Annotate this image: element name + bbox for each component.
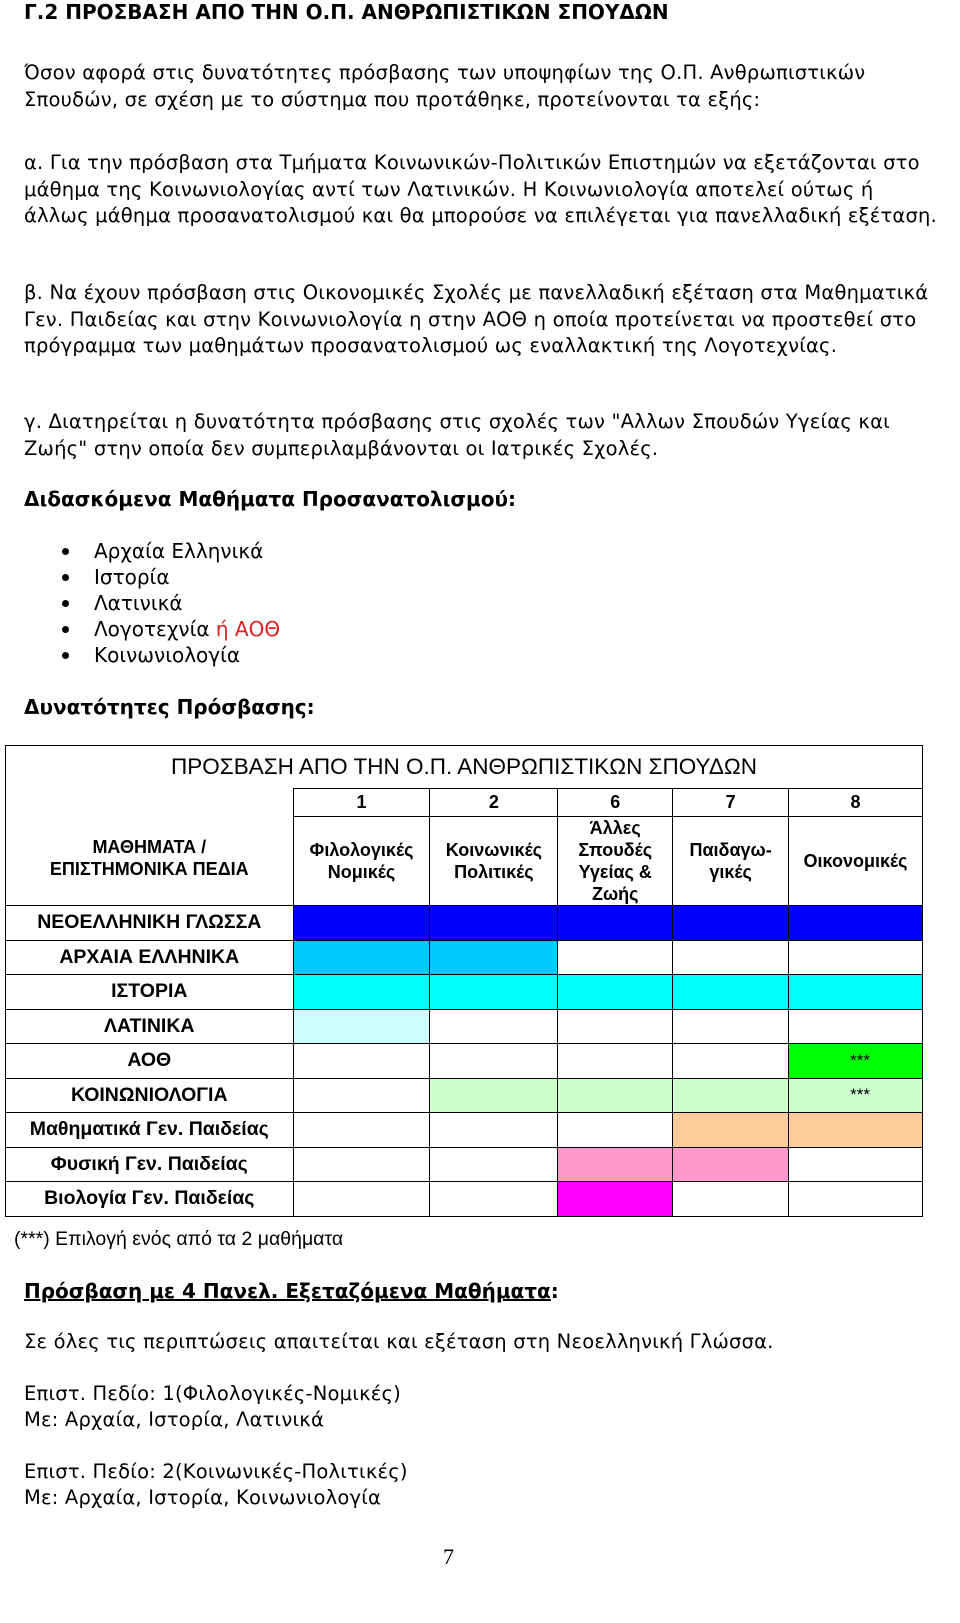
table-row [6,906,923,941]
access-cell [430,1113,558,1148]
access-cell [789,940,923,975]
bullet-icon [62,600,69,607]
access-cell [293,1009,430,1044]
bullet-icon [62,548,69,555]
table-title: ΠΡΟΣΒΑΣΗ ΑΠΟ ΤΗΝ Ο.Π. ΑΝΘΡΩΠΙΣΤΙΚΩΝ ΣΠΟΥΔΩΝ [6,746,923,789]
bullet-icon [62,626,69,633]
access-cell [558,1147,673,1182]
access-cell [558,940,673,975]
bullet-icon [62,652,69,659]
column-header-pedagogy: Παιδαγω- γικές [673,817,789,906]
table-row [6,1009,923,1044]
access-subheading: Δυνατότητες Πρόσβασης: [24,695,315,719]
access-cell [293,906,430,941]
list-item: Λατινικά [62,590,280,616]
access-cell [558,906,673,941]
row-label: ΑΡΧΑΙΑ ΕΛΛΗΝΙΚΑ [6,940,294,975]
column-number: 8 [789,789,923,817]
access-cell [673,1113,789,1148]
access-cell [789,975,923,1010]
table-footnote: (***) Επιλογή ενός από τα 2 μαθήματα [14,1228,344,1250]
row-label: Φυσική Γεν. Παιδείας [6,1147,294,1182]
list-item: Ιστορία [62,564,280,590]
access-cell [558,1044,673,1079]
access-cell [293,940,430,975]
access-cell: *** [789,1044,923,1079]
access-cell [430,940,558,975]
access-cell [673,1182,789,1217]
column-header-social-political: Κοινωνικές Πολιτικές [430,817,558,906]
table-row [6,1044,923,1079]
access-table [5,745,923,1217]
intro-paragraph: Όσον αφορά στις δυνατότητες πρόσβασης των υποψηφίων της Ο.Π. Ανθρωπιστικών Σπουδών, σε σχέση με το σύστημα που προτάθηκε, προτείνονται τα εξής: [24,61,866,111]
column-number: 1 [293,789,430,817]
table-body [6,906,923,1217]
courses-subheading: Διδασκόμενα Μαθήματα Προσανατολισμού: [24,487,516,511]
list-item: Κοινωνιολογία [62,642,280,668]
access-cell [430,1044,558,1079]
field2-title: Επιστ. Πεδίο: 2(Κοινωνικές-Πολιτικές) [24,1460,408,1483]
access-cell [430,1182,558,1217]
access-cell [293,1078,430,1113]
access-cell: *** [789,1078,923,1113]
access-cell [789,1113,923,1148]
access-cell [789,1182,923,1217]
table-corner-cell: ΜΑΘΗΜΑΤΑ / ΕΠΙΣΤΗΜΟΝΙΚΑ ΠΕΔΙΑ [6,789,294,906]
all-cases-note: Σε όλες τις περιπτώσεις απαιτείται και εξέταση στη Νεοελληνική Γλώσσα. [24,1330,774,1353]
column-header-economics: Οικονομικές [789,817,923,906]
table-row [6,1147,923,1182]
four-courses-subheading: Πρόσβαση με 4 Πανελ. Εξεταζόμενα Μαθήματα: [24,1279,559,1303]
access-cell [789,906,923,941]
access-cell [293,1147,430,1182]
row-label: Βιολογία Γεν. Παιδείας [6,1182,294,1217]
access-cell [430,1078,558,1113]
access-cell [558,975,673,1010]
access-cell [673,940,789,975]
access-cell [673,1078,789,1113]
row-label: ΑΟΘ [6,1044,294,1079]
access-cell [673,1009,789,1044]
row-label: ΚΟΙΝΩΝΙΟΛΟΓΙΑ [6,1078,294,1113]
paragraph-c: γ. Διατηρείται η δυνατότητα πρόσβασης στις σχολές των "Αλλων Σπουδών Υγείας και Ζωής" στην οποία δεν συμπεριλαμβάνονται οι Ιατρικές Σχολές. [24,410,890,460]
access-cell [673,906,789,941]
row-label: Μαθηματικά Γεν. Παιδείας [6,1113,294,1148]
access-cell [293,1113,430,1148]
bullet-icon [62,574,69,581]
courses-list [62,538,280,668]
field1-title: Επιστ. Πεδίο: 1(Φιλολογικές-Νομικές) [24,1382,401,1405]
access-cell [789,1009,923,1044]
column-header-health-life: Άλλες Σπουδές Υγείας & Ζωής [558,817,673,906]
table-row [6,975,923,1010]
access-cell [673,975,789,1010]
row-label: ΙΣΤΟΡΙΑ [6,975,294,1010]
access-cell [558,1182,673,1217]
column-number: 6 [558,789,673,817]
access-cell [673,1147,789,1182]
list-item: Λογοτεχνία ή ΑΟΘ [62,616,280,642]
column-header-philology-law: Φιλολογικές Νομικές [293,817,430,906]
access-cell [558,1078,673,1113]
column-number: 2 [430,789,558,817]
field1-courses: Με: Αρχαία, Ιστορία, Λατινικά [24,1408,324,1431]
field2-courses: Με: Αρχαία, Ιστορία, Κοινωνιολογία [24,1486,382,1509]
access-cell [558,1009,673,1044]
row-label: ΝΕΟΕΛΛΗΝΙΚΗ ΓΛΩΣΣΑ [6,906,294,941]
access-cell [558,1113,673,1148]
table-row [6,1078,923,1113]
list-item: Αρχαία Ελληνικά [62,538,280,564]
access-cell [673,1044,789,1079]
access-cell [430,1147,558,1182]
paragraph-b: β. Να έχουν πρόσβαση στις Οικονομικές Σχολές με πανελλαδική εξέταση στα Μαθηματικά Γεν. Παιδείας και στην Κοινωνιολογία η στην ΑΟΘ η οποία προτείνεται να προστεθεί στο πρόγραμμα των μαθημάτων προσανατολισμού ως εναλλακτική της Λογοτεχνίας. [24,281,929,357]
paragraph-a: α. Για την πρόσβαση στα Τμήματα Κοινωνικών-Πολιτικών Επιστημών να εξετάζονται στο μάθημα της Κοινωνιολογίας αντί των Λατινικών. Η Κοινωνιολογία αποτελεί ούτως ή άλλως μάθημα προσανατολισμού και θα μπορούσε να επιλέγεται για πανελλαδική εξέταση. [24,151,937,227]
table-row [6,1113,923,1148]
page-number: 7 [443,1544,454,1569]
section-heading: Γ.2 ΠΡΟΣΒΑΣΗ ΑΠΟ ΤΗΝ Ο.Π. ΑΝΘΡΩΠΙΣΤΙΚΩΝ ΣΠΟΥΔΩΝ [24,0,669,24]
access-cell [430,975,558,1010]
access-cell [293,1044,430,1079]
column-number: 7 [673,789,789,817]
access-cell [430,906,558,941]
access-cell [293,1182,430,1217]
table-row [6,940,923,975]
table-row [6,1182,923,1217]
access-cell [430,1009,558,1044]
row-label: ΛΑΤΙΝΙΚΑ [6,1009,294,1044]
access-cell [789,1147,923,1182]
access-cell [293,975,430,1010]
course-alternative: ή ΑΟΘ [209,617,281,641]
